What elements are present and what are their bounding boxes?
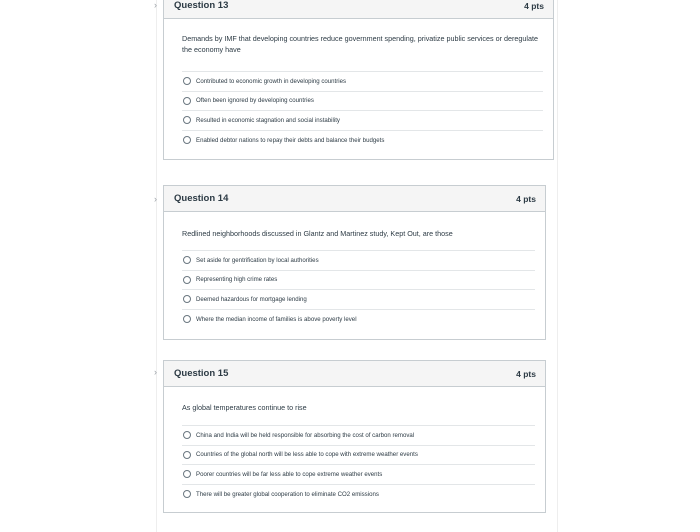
answer-label[interactable]: There will be greater global cooperation to eliminate CO2 emissions xyxy=(196,490,379,498)
answer-option[interactable] xyxy=(182,110,543,130)
answer-option[interactable] xyxy=(182,270,535,290)
radio-unchecked-icon[interactable] xyxy=(183,77,191,85)
question-title: Question 13 xyxy=(174,0,229,11)
answer-label[interactable]: Countries of the global north will be less able to cope with extreme weather events xyxy=(196,451,418,459)
answer-label[interactable]: Contributed to economic growth in developing countries xyxy=(196,77,347,85)
answer-label[interactable]: Often been ignored by developing countries xyxy=(196,97,314,105)
question-13 xyxy=(163,0,554,160)
answer-list xyxy=(182,250,535,328)
radio-unchecked-icon[interactable] xyxy=(183,315,191,323)
answer-label[interactable]: Enabled debtor nations to repay their debts and balance their budgets xyxy=(196,136,385,144)
chevron-right-icon[interactable]: › xyxy=(154,0,157,10)
question-header xyxy=(164,361,545,387)
chevron-right-icon[interactable]: › xyxy=(154,194,157,204)
answer-option[interactable] xyxy=(182,130,543,150)
radio-unchecked-icon[interactable] xyxy=(183,116,191,124)
answer-label[interactable]: Where the median income of families is above poverty level xyxy=(196,315,357,323)
question-15 xyxy=(163,360,546,513)
answer-option[interactable] xyxy=(182,484,535,504)
chevron-right-icon[interactable]: › xyxy=(154,367,157,377)
radio-unchecked-icon[interactable] xyxy=(183,97,191,105)
radio-unchecked-icon[interactable] xyxy=(183,136,191,144)
question-header xyxy=(164,0,553,19)
answer-label[interactable]: Representing high crime rates xyxy=(196,276,278,284)
answer-list xyxy=(182,71,543,149)
radio-unchecked-icon[interactable] xyxy=(183,431,191,439)
answer-list xyxy=(182,425,535,503)
answer-option[interactable] xyxy=(182,309,535,329)
question-points: 4 pts xyxy=(524,0,544,11)
answer-label[interactable]: China and India will be held responsible for absorbing the cost of carbon removal xyxy=(196,431,415,439)
radio-unchecked-icon[interactable] xyxy=(183,276,191,284)
answer-label[interactable]: Resulted in economic stagnation and social instability xyxy=(196,116,340,124)
question-header xyxy=(164,186,545,212)
answer-option[interactable] xyxy=(182,71,543,91)
radio-unchecked-icon[interactable] xyxy=(183,470,191,478)
answer-option[interactable] xyxy=(182,425,535,445)
question-title: Question 15 xyxy=(174,368,229,379)
answer-label[interactable]: Deemed hazardous for mortgage lending xyxy=(196,295,307,303)
question-points: 4 pts xyxy=(516,193,536,204)
answer-option[interactable] xyxy=(182,464,535,484)
question-14 xyxy=(163,185,546,340)
radio-unchecked-icon[interactable] xyxy=(183,256,191,264)
answer-option[interactable] xyxy=(182,250,535,270)
question-text: Demands by IMF that developing countries reduce government spending, privatize public services or deregulate the economy have xyxy=(182,34,538,54)
answer-option[interactable] xyxy=(182,445,535,465)
radio-unchecked-icon[interactable] xyxy=(183,490,191,498)
question-text: As global temperatures continue to rise xyxy=(182,403,307,412)
radio-unchecked-icon[interactable] xyxy=(183,451,191,459)
answer-label[interactable]: Poorer countries will be far less able to cope extreme weather events xyxy=(196,470,383,478)
radio-unchecked-icon[interactable] xyxy=(183,295,191,303)
question-text: Redlined neighborhoods discussed in Glantz and Martinez study, Kept Out, are those xyxy=(182,229,453,238)
question-points: 4 pts xyxy=(516,368,536,379)
answer-label[interactable]: Set aside for gentrification by local authorities xyxy=(196,256,319,264)
question-title: Question 14 xyxy=(174,193,229,204)
answer-option[interactable] xyxy=(182,289,535,309)
answer-option[interactable] xyxy=(182,91,543,111)
